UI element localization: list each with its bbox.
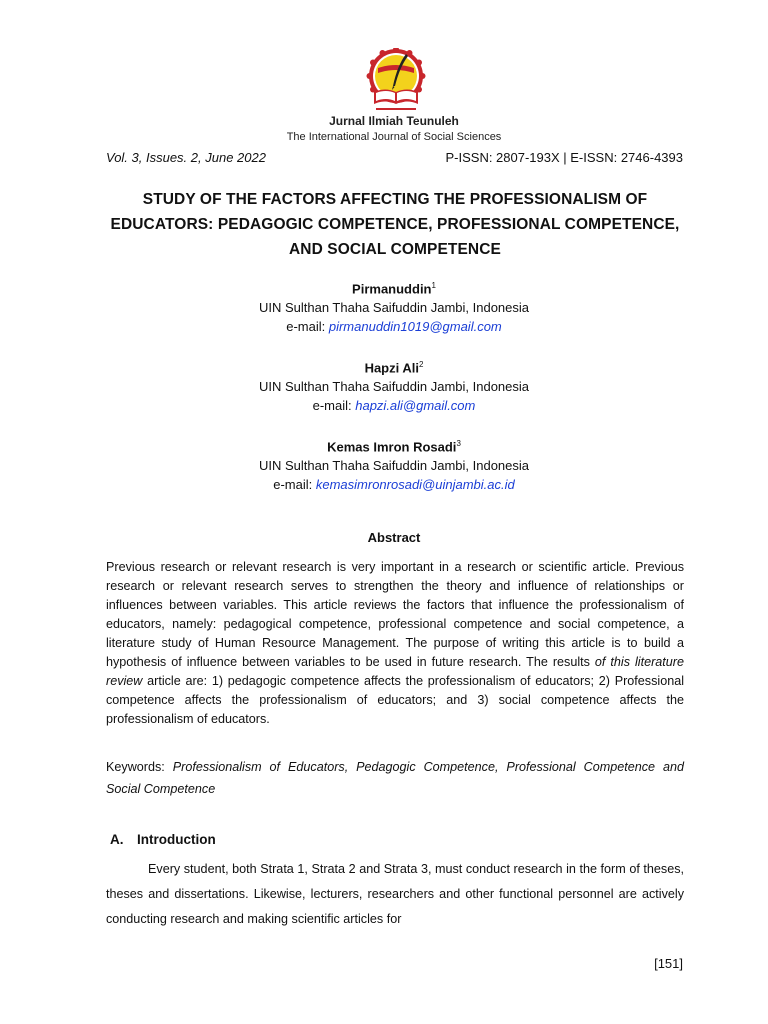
author-block <box>0 276 768 336</box>
volume-info: Vol. 3, Issues. 2, June 2022 <box>106 150 266 165</box>
issn-info: P-ISSN: 2807-193X | E-ISSN: 2746-4393 <box>445 150 683 165</box>
author-email: e-mail: pirmanuddin1019@gmail.com <box>286 319 502 335</box>
author-email: e-mail: kemasimronrosadi@uinjambi.ac.id <box>273 477 515 493</box>
author-superscript: 1 <box>431 281 436 290</box>
abstract-heading: Abstract <box>367 530 421 545</box>
abstract-text: Previous research or relevant research is very important in a research or scientific article. Previous research or relevant research serves to strengthen the theory and influence of relationships or influences between variables. This article reviews the factors that influence the professionalism of educators, namely: pedagogical competence, professional competence and social competence, a literature study of Human Resource Management. The purpose of writing this article is to build a hypothesis of influence between variables to be used in future research. The results of this literature review article are: 1) pedagogic competence affects the professionalism of educators; 2) Professional competence affects the professionalism of educators; and 3) social competence affects the professionalism of educators. <box>106 560 684 726</box>
author-name: Kemas Imron Rosadi$^3$ <box>327 439 461 455</box>
keywords-label: Keywords: <box>106 760 165 774</box>
keywords <box>106 756 684 800</box>
author-affiliation: UIN Sulthan Thaha Saifuddin Jambi, Indonesia <box>258 300 530 316</box>
keywords-list: Professionalism of Educators, Pedagogic Competence, Professional Competence and Social Competence <box>106 760 684 796</box>
author-superscript: 3 <box>456 439 461 448</box>
page-number: [151] <box>654 956 683 971</box>
author-block <box>0 434 768 494</box>
journal-subtitle: The International Journal of Social Sciences <box>286 131 502 143</box>
author-name: Pirmanuddin$^1$ <box>352 281 436 297</box>
introduction-text: Every student, both Strata 1, Strata 2 and Strata 3, must conduct research in the form of theses, theses and dissertations. Likewise, lecturers, researchers and other functional personnel are actively conducting research and making scientific articles for <box>106 862 684 926</box>
author-name: Hapzi Ali$^2$ <box>364 360 424 376</box>
author-superscript: 2 <box>418 360 424 369</box>
email-link[interactable]: pirmanuddin1019@gmail.com <box>328 319 502 335</box>
author-affiliation: UIN Sulthan Thaha Saifuddin Jambi, Indonesia <box>258 458 530 474</box>
email-link[interactable]: hapzi.ali@gmail.com <box>355 398 476 414</box>
section-heading: A. Introduction <box>110 832 216 847</box>
author-affiliation: UIN Sulthan Thaha Saifuddin Jambi, Indonesia <box>258 379 530 395</box>
journal-logo <box>360 48 432 114</box>
journal-name: Jurnal Ilmiah Teunuleh <box>329 114 459 128</box>
author-block <box>0 355 768 415</box>
author-email: e-mail: hapzi.ali@gmail.com <box>312 398 476 414</box>
email-link[interactable]: kemasimronrosadi@uinjambi.ac.id <box>315 477 515 493</box>
paper-title: STUDY OF THE FACTORS AFFECTING THE PROFESSIONALISM OF EDUCATORS: PEDAGOGIC COMPETENCE, PROFESSIONAL COMPETENCE, AND SOCIAL COMPETENCE <box>110 191 680 258</box>
